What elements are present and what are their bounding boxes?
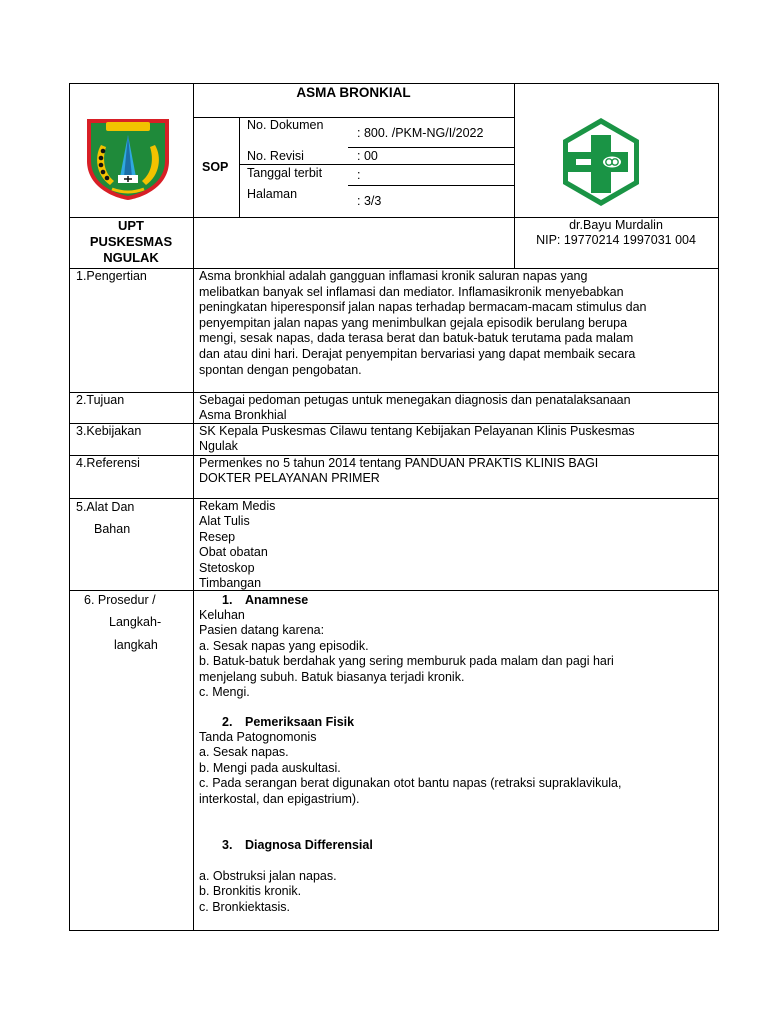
tanggal-terbit-value: :: [357, 168, 361, 182]
signatory-name: dr.Bayu Murdalin: [569, 218, 663, 232]
alat-item: Stetoskop: [199, 560, 255, 575]
step-3-line: c. Bronkiektasis.: [199, 899, 291, 914]
pengertian-line: Asma bronkhial adalah gangguan inflamasi kronik saluran napas yang: [199, 269, 588, 283]
tujuan-line: Sebagai pedoman petugas untuk menegakan diagnosis dan penatalaksanaan: [199, 393, 631, 407]
step-1-number: 1.: [222, 593, 233, 607]
pengertian-label: 1.Pengertian: [76, 269, 147, 283]
no-revisi-label: No. Revisi: [247, 149, 304, 163]
step-1-line: b. Batuk-batuk berdahak yang sering memburuk pada malam dan pagi hari: [199, 654, 614, 669]
kebijakan-label: 3.Kebijakan: [76, 424, 142, 438]
prosedur-label-line-1: 6. Prosedur /: [84, 593, 156, 607]
regency-emblem-icon: [84, 113, 172, 201]
puskesmas-logo-icon: [554, 115, 648, 209]
org-name-line-1: UPT: [118, 218, 144, 233]
tanggal-terbit-label: Tanggal terbit: [247, 166, 323, 180]
step-1-line: Keluhan: [199, 608, 245, 622]
step-2-number: 2.: [222, 715, 233, 729]
step-3-line: a. Obstruksi jalan napas.: [199, 869, 337, 883]
pengertian-line: penyempitan jalan napas yang menimbulkan gejala episodik berulang berupa: [199, 315, 628, 330]
step-3-line: b. Bronkitis kronik.: [199, 884, 302, 899]
alat-item: Rekam Medis: [199, 499, 276, 513]
pengertian-text: [199, 269, 646, 378]
step-2-line: c. Pada serangan berat digunakan otot bantu napas (retraksi supraklavikula,: [199, 776, 622, 791]
alat-item: Alat Tulis: [199, 514, 250, 529]
pengertian-line: mengi, sesak napas, dada terasa berat dan batuk-batuk terutama pada malam: [199, 331, 634, 346]
prosedur-label-line-2: Langkah-: [109, 615, 162, 629]
prosedur-label-line-3: langkah: [114, 638, 158, 652]
alat-item: Timbangan: [199, 576, 262, 591]
step-1-line: menjelang subuh. Batuk biasanya terjadi kronik.: [199, 669, 465, 684]
kebijakan-text: [199, 424, 635, 455]
no-dokumen-label: No. Dokumen: [247, 118, 324, 132]
step-1-line: Pasien datang karena:: [199, 623, 325, 638]
org-name-line-2: PUSKESMAS: [89, 234, 173, 249]
alat-label-line-2: Bahan: [94, 522, 131, 536]
pengertian-line: melibatkan banyak sel inflamasi dan mediator. Inflamasikronik menyebabkan: [199, 284, 624, 299]
step-2-heading: Pemeriksaan Fisik: [245, 715, 355, 729]
step-2-line: Tanda Patognomonis: [199, 730, 317, 744]
step-1-heading: Anamnese: [245, 593, 309, 607]
step-3-content: [199, 869, 337, 915]
alat-list: [199, 499, 275, 591]
pengertian-line: spontan dengan pengobatan.: [199, 362, 362, 377]
halaman-label: Halaman: [247, 187, 298, 201]
step-3-heading: Diagnosa Differensial: [245, 838, 373, 852]
alat-label-line-1: 5.Alat Dan: [76, 500, 135, 514]
referensi-label: 4.Referensi: [76, 456, 140, 470]
step-3-number: 3.: [222, 838, 233, 852]
step-1-line: c. Mengi.: [199, 685, 250, 700]
step-2-content: [199, 730, 622, 807]
pengertian-line: dan atau dini hari. Derajat penyempitan bervariasi yang dapat membaik secara: [199, 346, 636, 361]
tujuan-text: [199, 393, 631, 424]
no-revisi-value: : 00: [357, 149, 378, 163]
sop-label: SOP: [202, 160, 229, 174]
alat-item: Resep: [199, 529, 236, 544]
step-2-line: a. Sesak napas.: [199, 745, 289, 760]
step-2-line: interkostal, dan epigastrium).: [199, 791, 360, 806]
alat-item: Obat obatan: [199, 545, 268, 560]
no-dokumen-value: : 800. /PKM-NG/I/2022: [357, 126, 484, 140]
kebijakan-line: Ngulak: [199, 439, 238, 454]
pengertian-line: peningkatan hiperesponsif jalan napas terhadap bermacam-macam stimulus dan: [199, 300, 647, 315]
step-2-line: b. Mengi pada auskultasi.: [199, 760, 341, 775]
org-name-line-3: NGULAK: [103, 250, 159, 265]
kebijakan-line: SK Kepala Puskesmas Cilawu tentang Kebijakan Pelayanan Klinis Puskesmas: [199, 424, 635, 438]
referensi-line: Permenkes no 5 tahun 2014 tentang PANDUAN PRAKTIS KLINIS BAGI: [199, 456, 599, 470]
referensi-line: DOKTER PELAYANAN PRIMER: [199, 471, 380, 486]
tujuan-label: 2.Tujuan: [76, 393, 125, 407]
document-title: ASMA BRONKIAL: [296, 85, 411, 100]
step-1-line: a. Sesak napas yang episodik.: [199, 638, 369, 653]
signatory-nip: NIP: 19770214 1997031 004: [536, 233, 696, 247]
halaman-value: : 3/3: [357, 194, 382, 208]
referensi-text: [199, 456, 598, 487]
step-1-content: [199, 608, 614, 700]
tujuan-line: Asma Bronkhial: [199, 408, 287, 423]
